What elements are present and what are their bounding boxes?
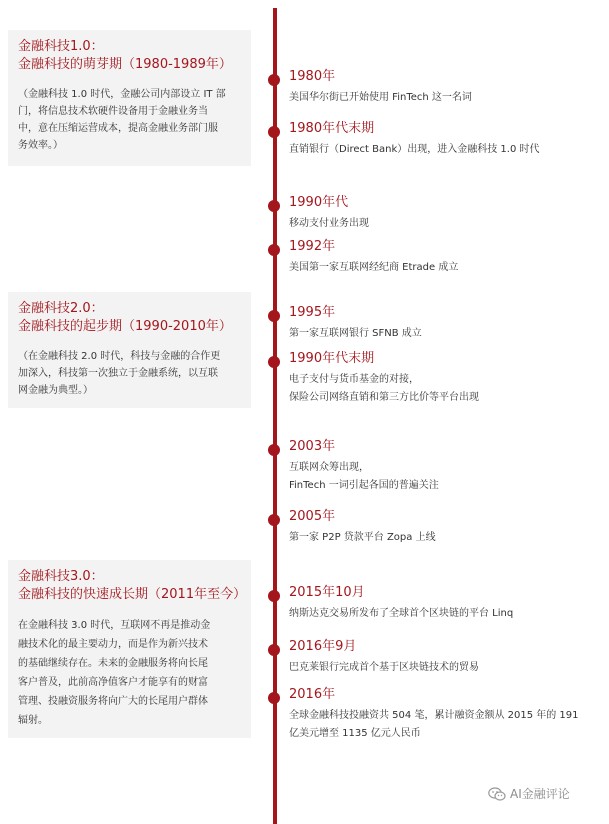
stage-panel-2 bbox=[8, 292, 251, 408]
event-text bbox=[289, 89, 607, 107]
event-text bbox=[289, 659, 607, 677]
watermark-text: AI金融评论 bbox=[510, 787, 570, 801]
event-line: 互联网众筹出现， bbox=[289, 462, 369, 473]
event-text bbox=[289, 215, 607, 233]
timeline-dot bbox=[268, 126, 280, 138]
event-text bbox=[289, 325, 607, 343]
event-line: 第一家互联网银行 SFNB 成立 bbox=[289, 328, 422, 339]
stage-description bbox=[18, 86, 241, 154]
stage-desc-line: 管理、投融资服务将向广大的长尾用户群体 bbox=[18, 696, 208, 707]
stage-panel-1 bbox=[8, 30, 251, 166]
stage-desc-line: （金融科技 1.0 时代，金融公司内部设立 IT 部 bbox=[18, 89, 226, 100]
stage-title bbox=[18, 38, 241, 74]
event-line: 移动支付业务出现 bbox=[289, 218, 369, 229]
timeline-dot bbox=[268, 514, 280, 526]
event-date: 2003年 bbox=[289, 439, 336, 454]
stage-desc-line: 门，将信息技术软硬件设备用于金融业务当 bbox=[18, 106, 208, 117]
event-date: 1980年 bbox=[289, 69, 336, 84]
stage-panel-3 bbox=[8, 560, 251, 738]
stage-description bbox=[18, 616, 241, 730]
watermark bbox=[488, 785, 570, 802]
event-date: 2005年 bbox=[289, 509, 336, 524]
stage-title-line: 金融科技1.0： bbox=[18, 39, 104, 54]
timeline-dot bbox=[268, 692, 280, 704]
event-line: 纳斯达克交易所发布了全球首个区块链的平台 Linq bbox=[289, 608, 514, 619]
event-text bbox=[289, 605, 607, 623]
event-line: 电子支付与货币基金的对接， bbox=[289, 374, 419, 385]
timeline-dot bbox=[268, 244, 280, 256]
event-date: 1995年 bbox=[289, 305, 336, 320]
timeline-dot bbox=[268, 310, 280, 322]
event-date: 2016年9月 bbox=[289, 639, 357, 654]
timeline-dot bbox=[268, 356, 280, 368]
event-line: 全球金融科技投融资共 504 笔，累计融资金额从 2015 年的 191 bbox=[289, 710, 579, 721]
event-date: 2016年 bbox=[289, 687, 336, 702]
timeline-dot bbox=[268, 644, 280, 656]
stage-title bbox=[18, 300, 241, 336]
event-line: 美国华尔街已开始使用 FinTech 这一名词 bbox=[289, 92, 472, 103]
stage-title-line: 金融科技的起步期（1990-2010年） bbox=[18, 319, 232, 334]
stage-title bbox=[18, 568, 247, 604]
event-text bbox=[289, 529, 607, 547]
event-date: 2015年10月 bbox=[289, 585, 365, 600]
stage-desc-line: 在金融科技 3.0 时代，互联网不再是推动金 bbox=[18, 620, 211, 631]
event-text bbox=[289, 371, 607, 407]
timeline-dot bbox=[268, 200, 280, 212]
event-line: 亿美元增至 1135 亿元人民币 bbox=[289, 728, 421, 739]
stage-desc-line: 客户普及，此前高净值客户才能享有的财富 bbox=[18, 677, 208, 688]
stage-title-line: 金融科技2.0： bbox=[18, 301, 104, 316]
stage-desc-line: 中，意在压缩运营成本，提高金融业务部门服 bbox=[18, 123, 218, 134]
timeline-dot bbox=[268, 590, 280, 602]
wechat-icon bbox=[488, 787, 506, 801]
event-text bbox=[289, 707, 607, 743]
stage-desc-line: 融技术化的最主要动力，而是作为新兴技术 bbox=[18, 639, 208, 650]
stage-description bbox=[18, 348, 241, 399]
event-text bbox=[289, 141, 607, 159]
event-text bbox=[289, 259, 607, 277]
stage-desc-line: 加深入，科技第一次独立于金融系统，以互联 bbox=[18, 368, 218, 379]
event-line: 美国第一家互联网经纪商 Etrade 成立 bbox=[289, 262, 459, 273]
stage-title-line: 金融科技的快速成长期（2011年至今） bbox=[18, 587, 247, 602]
stage-title-line: 金融科技的萌芽期（1980-1989年） bbox=[18, 57, 232, 72]
timeline-dot bbox=[268, 444, 280, 456]
event-text bbox=[289, 459, 607, 495]
stage-desc-line: 网金融为典型。） bbox=[18, 385, 93, 396]
stage-title-line: 金融科技3.0： bbox=[18, 569, 104, 584]
event-date: 1990年代 bbox=[289, 195, 349, 210]
stage-desc-line: 辐射。 bbox=[18, 715, 48, 726]
event-date: 1992年 bbox=[289, 239, 336, 254]
stage-desc-line: （在金融科技 2.0 时代，科技与金融的合作更 bbox=[18, 351, 221, 362]
stage-desc-line: 务效率。） bbox=[18, 140, 63, 151]
event-date: 1990年代末期 bbox=[289, 351, 375, 366]
event-line: FinTech 一词引起各国的普遍关注 bbox=[289, 480, 439, 491]
timeline-dot bbox=[268, 74, 280, 86]
event-line: 保险公司网络直销和第三方比价等平台出现 bbox=[289, 392, 479, 403]
event-line: 巴克莱银行完成首个基于区块链技术的贸易 bbox=[289, 662, 479, 673]
event-line: 直销银行（Direct Bank）出现，进入金融科技 1.0 时代 bbox=[289, 144, 540, 155]
stage-desc-line: 的基础继续存在。未来的金融服务将向长尾 bbox=[18, 658, 208, 669]
event-date: 1980年代末期 bbox=[289, 121, 375, 136]
event-line: 第一家 P2P 贷款平台 Zopa 上线 bbox=[289, 532, 436, 543]
